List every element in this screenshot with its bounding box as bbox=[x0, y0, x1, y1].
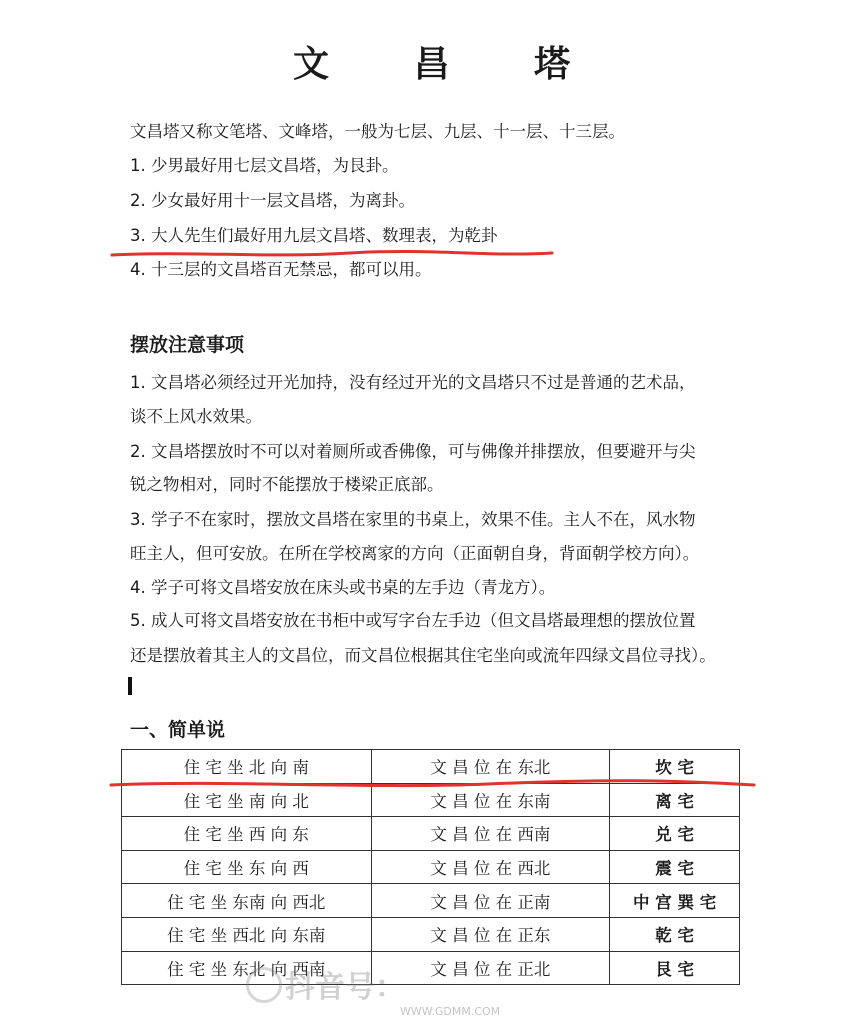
table-cell: 住 宅 坐 北 向 南 bbox=[122, 750, 372, 784]
placement-line: 还是摆放着其主人的文昌位，而文昌位根据其住宅坐向或流年四绿文昌位寻找）。 bbox=[130, 646, 716, 665]
placement-line: 5. 成人可将文昌塔安放在书柜中或写字台左手边（但文昌塔最理想的摆放位置 bbox=[130, 611, 696, 630]
placement-line: 3. 学子不在家时，摆放文昌塔在家里的书桌上，效果不佳。主人不在，风水物 bbox=[130, 510, 696, 529]
table-row bbox=[122, 850, 740, 884]
placement-heading: 摆放注意事项 bbox=[130, 334, 245, 356]
table-cell: 文 昌 位 在 西北 bbox=[371, 850, 610, 884]
placement-line: 谈不上风水效果。 bbox=[130, 407, 262, 426]
table-cell: 震 宅 bbox=[610, 850, 740, 884]
table-cell: 离 宅 bbox=[610, 783, 740, 817]
watermark-logo-icon bbox=[246, 967, 282, 1003]
table-cell: 文 昌 位 在 西南 bbox=[371, 817, 610, 851]
placement-line: 锐之物相对，同时不能摆放于楼梁正底部。 bbox=[130, 475, 444, 494]
placement-line: 4. 学子可将文昌塔安放在床头或书桌的左手边（青龙方）。 bbox=[130, 578, 556, 597]
table-row bbox=[122, 951, 740, 985]
watermark-url: WWW.GDMM.COM bbox=[400, 1005, 501, 1018]
table-cell: 文 昌 位 在 正北 bbox=[371, 951, 610, 985]
placement-line: 2. 文昌塔摆放时不可以对着厕所或香佛像，可与佛像并排摆放，但要避开与尖 bbox=[130, 442, 696, 461]
table-cell: 坎 宅 bbox=[610, 750, 740, 784]
table-cell: 住 宅 坐 南 向 北 bbox=[122, 783, 372, 817]
red-underline-annotation bbox=[110, 248, 555, 260]
table-cell: 乾 宅 bbox=[610, 917, 740, 951]
table-cell: 住 宅 坐 东 向 西 bbox=[122, 850, 372, 884]
table-cell: 文 昌 位 在 东南 bbox=[371, 783, 610, 817]
table-cell: 文 昌 位 在 东北 bbox=[371, 750, 610, 784]
intro-line: 4. 十三层的文昌塔百无禁忌，都可以用。 bbox=[130, 260, 432, 279]
text-cursor bbox=[128, 677, 132, 695]
intro-line: 2. 少女最好用十一层文昌塔，为离卦。 bbox=[130, 191, 415, 210]
table-cell: 住 宅 坐 东北 向 西南 bbox=[122, 951, 372, 985]
table-cell: 中 宫 巽 宅 bbox=[610, 884, 740, 918]
table-row bbox=[122, 884, 740, 918]
intro-line: 1. 少男最好用七层文昌塔，为艮卦。 bbox=[130, 156, 399, 175]
intro-line: 文昌塔又称文笔塔、文峰塔，一般为七层、九层、十一层、十三层。 bbox=[130, 122, 625, 141]
placement-line: 旺主人，但可安放。在所在学校离家的方向（正面朝自身，背面朝学校方向）。 bbox=[130, 544, 700, 563]
page-title: 文 昌 塔 bbox=[292, 44, 607, 85]
table-cell: 住 宅 坐 西 向 东 bbox=[122, 817, 372, 851]
table-cell: 文 昌 位 在 正东 bbox=[371, 917, 610, 951]
red-underline-annotation bbox=[108, 776, 758, 792]
table-row bbox=[122, 817, 740, 851]
table-cell: 住 宅 坐 东南 向 西北 bbox=[122, 884, 372, 918]
table-cell: 艮 宅 bbox=[610, 951, 740, 985]
table-cell: 文 昌 位 在 正南 bbox=[371, 884, 610, 918]
table-row bbox=[122, 917, 740, 951]
table-cell: 住 宅 坐 西北 向 东南 bbox=[122, 917, 372, 951]
watermark-text: 抖音号： bbox=[285, 970, 405, 1005]
placement-line: 1. 文昌塔必须经过开光加持，没有经过开光的文昌塔只不过是普通的艺术品， bbox=[130, 373, 696, 392]
section-heading: 一、简单说 bbox=[130, 719, 226, 741]
table-cell: 兑 宅 bbox=[610, 817, 740, 851]
intro-line: 3. 大人先生们最好用九层文昌塔、数理表，为乾卦 bbox=[130, 226, 498, 245]
